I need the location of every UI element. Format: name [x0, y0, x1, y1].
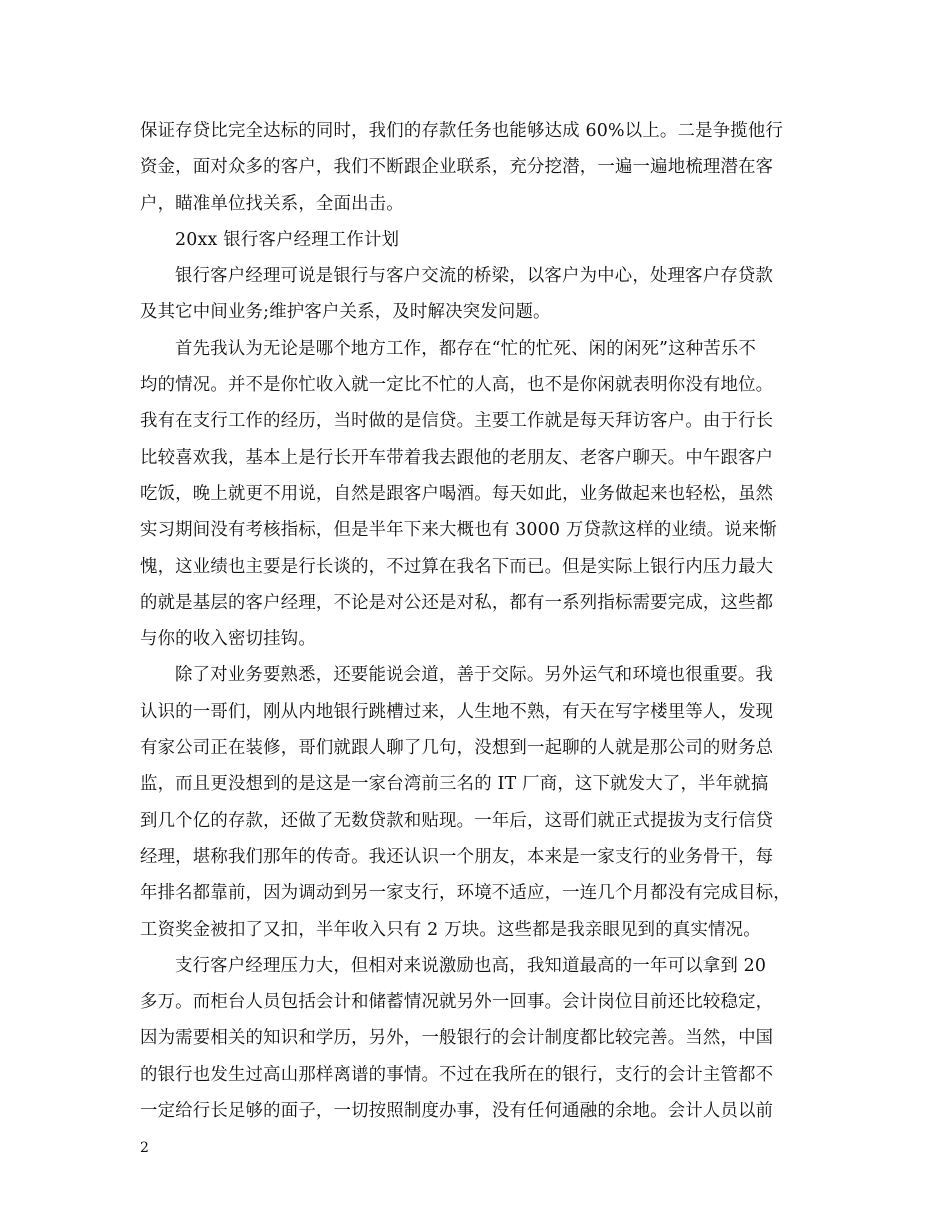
- text-line: 比较喜欢我，基本上是行长开车带着我去跟他的老朋友、老客户聊天。中午跟客户: [140, 447, 774, 468]
- text-line: 的就是基层的客户经理，不论是对公还是对私，都有一系列指标需要完成，这些都: [140, 592, 774, 613]
- text-line: 户，瞄准单位找关系，全面出击。: [140, 193, 404, 214]
- text-line: 因为需要相关的知识和学历，另外，一般银行的会计制度都比较完善。当然，中国: [140, 1028, 774, 1049]
- text-line: 我有在支行工作的经历，当时做的是信贷。主要工作就是每天拜访客户。由于行长: [140, 411, 774, 432]
- text-line: 认识的一哥们，刚从内地银行跳槽过来，人生地不熟，有天在写字楼里等人，发现: [140, 701, 774, 722]
- text-line: 除了对业务要熟悉，还要能说会道，善于交际。另外运气和环境也很重要。我: [175, 665, 774, 686]
- text-line: 支行客户经理压力大，但相对来说激励也高，我知道最高的一年可以拿到 20: [175, 955, 767, 976]
- text-line: 实习期间没有考核指标，但是半年下来大概也有 3000 万贷款这样的业绩。说来惭: [140, 520, 778, 541]
- text-line: 与你的收入密切挂钩。: [140, 629, 316, 650]
- text-line: 一定给行长足够的面子，一切按照制度办事，没有任何通融的余地。会计人员以前: [140, 1101, 774, 1122]
- text-line: 到几个亿的存款，还做了无数贷款和贴现。一年后，这哥们就正式提拔为支行信贷: [140, 810, 774, 831]
- text-line: 愧，这业绩也主要是行长谈的，不过算在我名下而已。但是实际上银行内压力最大: [140, 556, 774, 577]
- document-body: [140, 113, 815, 1129]
- text-line: 资金，面对众多的客户，我们不断跟企业联系，充分挖潜，一遍一遍地梳理潜在客: [140, 157, 774, 178]
- text-line: 年排名都靠前，因为调动到另一家支行，环境不适应，一连几个月都没有完成目标，: [140, 883, 791, 904]
- text-line: 监，而且更没想到的是这是一家台湾前三名的 IT 厂商，这下就发大了，半年就搞: [140, 774, 769, 795]
- text-line: 20xx 银行客户经理工作计划: [175, 229, 400, 250]
- text-line: 经理，堪称我们那年的传奇。我还认识一个朋友，本来是一家支行的业务骨干，每: [140, 846, 774, 867]
- text-line: 首先我认为无论是哪个地方工作，都存在“忙的忙死、闲的闲死”这种苦乐不: [175, 338, 757, 359]
- text-line: 工资奖金被扣了又扣，半年收入只有 2 万块。这些都是我亲眼见到的真实情况。: [140, 919, 761, 940]
- text-line: 多万。而柜台人员包括会计和储蓄情况就另外一回事。会计岗位目前还比较稳定，: [140, 992, 774, 1013]
- page-number: 2: [140, 1140, 149, 1156]
- text-line: 均的情况。并不是你忙收入就一定比不忙的人高，也不是你闲就表明你没有地位。: [140, 375, 774, 396]
- text-line: 有家公司正在装修，哥们就跟人聊了几句，没想到一起聊的人就是那公司的财务总: [140, 738, 774, 759]
- text-line: 的银行也发生过高山那样离谱的事情。不过在我所在的银行，支行的会计主管都不: [140, 1064, 774, 1085]
- text-line: 吃饭，晚上就更不用说，自然是跟客户喝酒。每天如此，业务做起来也轻松，虽然: [140, 483, 774, 504]
- text-line: 银行客户经理可说是银行与客户交流的桥梁，以客户为中心，处理客户存贷款: [175, 266, 774, 287]
- text-line: 保证存贷比完全达标的同时，我们的存款任务也能够达成 60%以上。二是争揽他行: [140, 121, 784, 141]
- text-line: 及其它中间业务;维护客户关系，及时解决突发问题。: [140, 302, 551, 323]
